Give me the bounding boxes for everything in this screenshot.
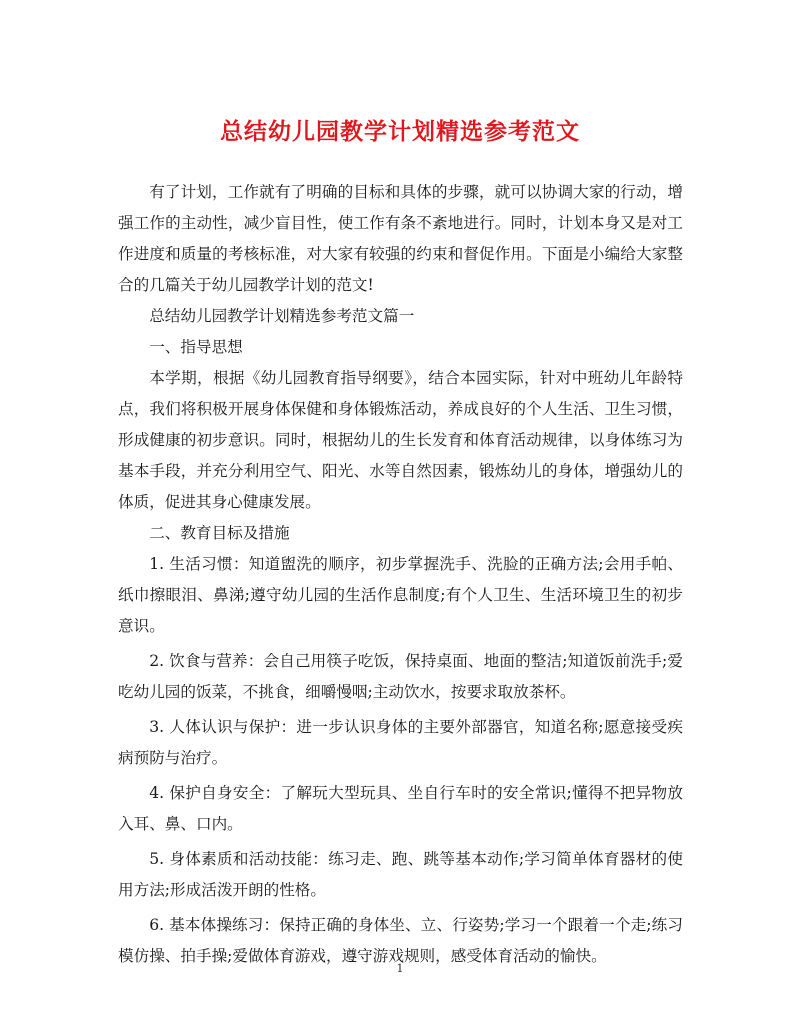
goal-item-3: 3. 人体认识与保护：进一步认识身体的主要外部器官，知道名称;愿意接受疾病预防与治疗。: [118, 718, 683, 767]
page-number: 1: [396, 962, 404, 975]
heading-goals-measures: 二、教育目标及措施: [149, 524, 290, 542]
document-body: [118, 177, 683, 976]
document-title: 总结幼儿园教学计划精选参考范文: [220, 119, 580, 145]
heading-guiding-thought: 一、指导思想: [149, 338, 243, 356]
goal-item-1: 1. 生活习惯：知道盥洗的顺序，初步掌握洗手、洗脸的正确方法;会用手帕、纸巾擦眼泪、鼻涕;遵守幼儿园的生活作息制度;有个人卫生、生活环境卫生的初步意识。: [118, 555, 683, 635]
intro-paragraph: 有了计划，工作就有了明确的目标和具体的步骤，就可以协调大家的行动，增强工作的主动性，减少盲目性，使工作有条不紊地进行。同时，计划本身又是对工作进度和质量的考核标准，对大家有较强的约束和督促作用。下面是小编给大家整合的几篇关于幼儿园教学计划的范文!: [118, 183, 683, 294]
goal-item-5: 5. 身体素质和活动技能：练习走、跑、跳等基本动作;学习简单体育器材的使用方法;形成活泼开朗的性格。: [118, 850, 683, 899]
section-heading-part-one: 总结幼儿园教学计划精选参考范文篇一: [149, 307, 415, 325]
goal-item-2: 2. 饮食与营养：会自己用筷子吃饭，保持桌面、地面的整洁;知道饭前洗手;爱吃幼儿园的饭菜，不挑食，细嚼慢咽;主动饮水，按要求取放茶杯。: [118, 652, 683, 701]
goal-item-4: 4. 保护自身安全：了解玩大型玩具、坐自行车时的安全常识;懂得不把异物放入耳、鼻、口内。: [118, 784, 683, 833]
goal-item-6: 6. 基本体操练习：保持正确的身体坐、立、行姿势;学习一个跟着一个走;练习模仿操、拍手操;爱做体育游戏，遵守游戏规则，感受体育活动的愉快。: [118, 916, 683, 965]
guiding-thought-paragraph: 本学期，根据《幼儿园教育指导纲要》，结合本园实际，针对中班幼儿年龄特点，我们将积极开展身体保健和身体锻炼活动，养成良好的个人生活、卫生习惯，形成健康的初步意识。同时，根据幼儿的生长发育和体育活动规律，以身体练习为基本手段，并充分利用空气、阳光、水等自然因素，锻炼幼儿的身体，增强幼儿的体质，促进其身心健康发展。: [118, 369, 683, 511]
